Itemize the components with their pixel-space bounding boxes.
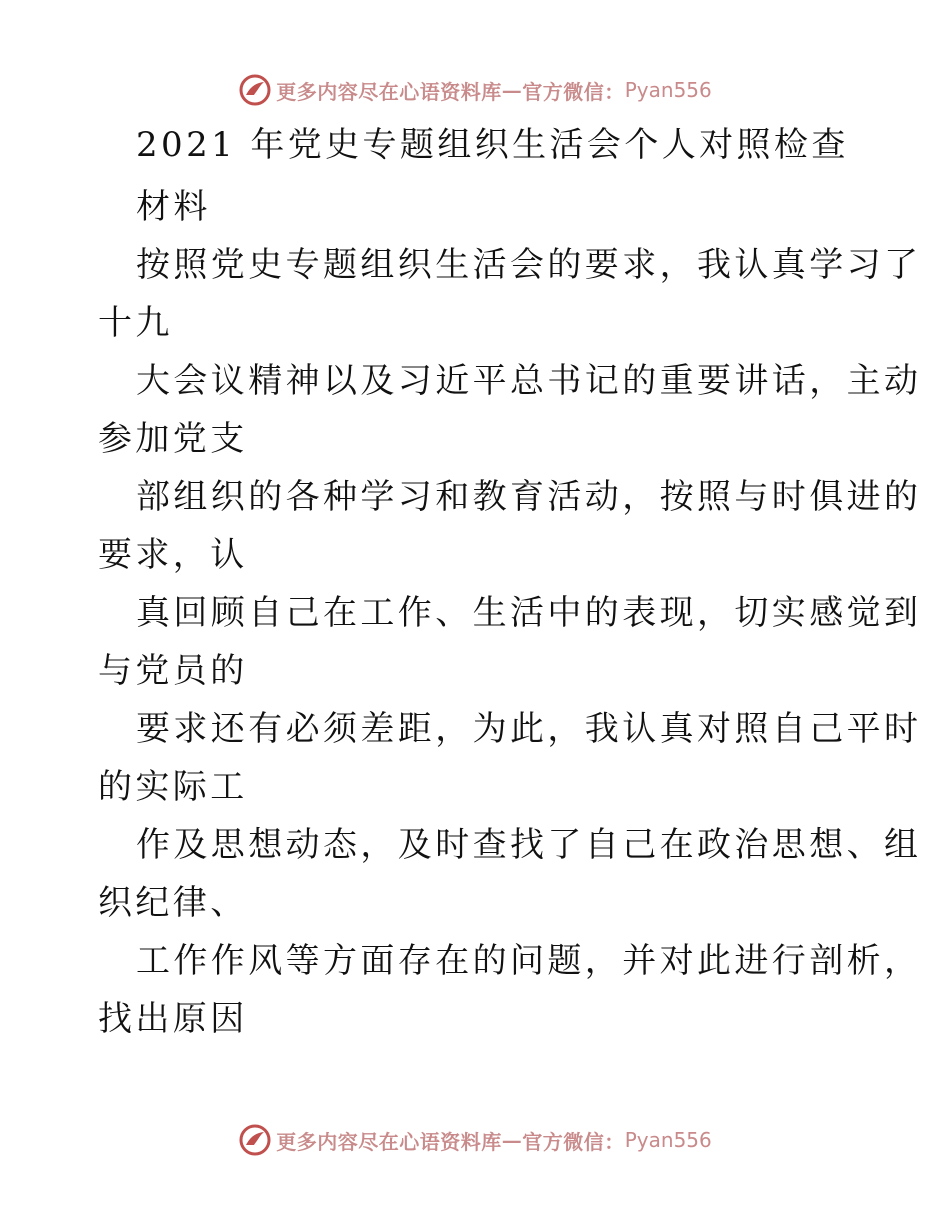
header-banner bbox=[0, 70, 950, 110]
banner-separator: — bbox=[501, 1128, 523, 1152]
paragraph-line: 作及思想动态，及时查找了自己在政治思想、组 bbox=[136, 825, 922, 865]
brand-logo-icon bbox=[238, 1123, 272, 1157]
banner-wechat-id: Pyan556 bbox=[624, 1128, 712, 1152]
paragraph-line: 要求，认 bbox=[98, 535, 248, 575]
paragraph-line: 部组织的各种学习和教育活动，按照与时俱进的 bbox=[136, 477, 922, 517]
paragraph-line: 大会议精神以及习近平总书记的重要讲话，主动 bbox=[136, 361, 922, 401]
document-title: 2021 年党史专题组织生活会个人对照检查 bbox=[136, 125, 849, 165]
paragraph-line: 十九 bbox=[98, 303, 173, 343]
paragraph-line: 的实际工 bbox=[98, 767, 248, 807]
brand-logo-icon bbox=[238, 73, 272, 107]
banner-brand-text: 更多内容尽在心语资料库 bbox=[276, 1129, 502, 1154]
banner-wechat-label: 官方微信： bbox=[522, 1129, 625, 1154]
footer-banner bbox=[0, 1120, 950, 1160]
paragraph-line: 找出原因 bbox=[98, 999, 248, 1039]
paragraph-line: 与党员的 bbox=[98, 651, 248, 691]
paragraph-line: 织纪律、 bbox=[98, 883, 248, 923]
paragraph-line: 参加党支 bbox=[98, 419, 248, 459]
paragraph-line: 工作作风等方面存在的问题，并对此进行剖析， bbox=[136, 941, 922, 981]
banner-separator: — bbox=[501, 78, 523, 102]
banner-wechat-label: 官方微信： bbox=[522, 79, 625, 104]
document-title-continued: 材料 bbox=[136, 187, 211, 227]
paragraph-line: 真回顾自己在工作、生活中的表现，切实感觉到 bbox=[136, 593, 922, 633]
paragraph-line: 要求还有必须差距，为此，我认真对照自己平时 bbox=[136, 709, 922, 749]
banner-brand-text: 更多内容尽在心语资料库 bbox=[276, 79, 502, 104]
paragraph-line: 按照党史专题组织生活会的要求，我认真学习了 bbox=[136, 245, 922, 285]
banner-wechat-id: Pyan556 bbox=[624, 78, 712, 102]
